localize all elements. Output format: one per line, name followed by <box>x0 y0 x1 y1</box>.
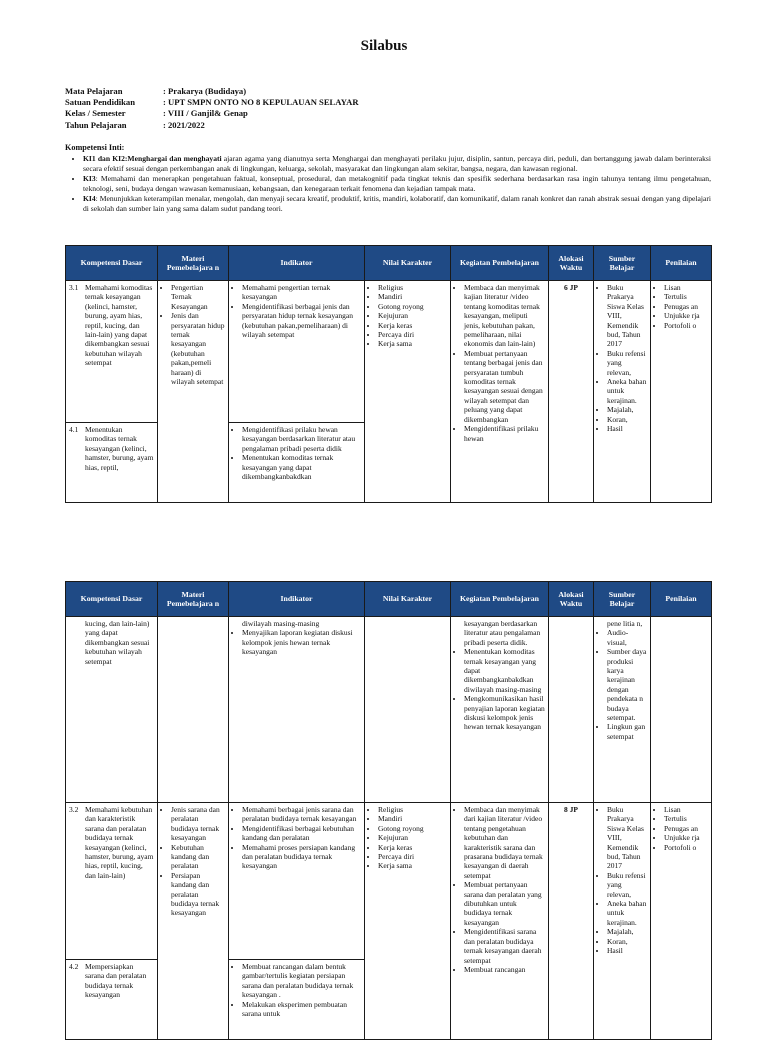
alokasi-cell <box>549 617 594 803</box>
table-row <box>66 617 712 803</box>
list-item: • Memahami pengertian ternak kesayangan <box>242 283 361 302</box>
list-item: • Membuat pertanyaan tentang berbagai jenis dan persyaratan tumbuh komoditas ternak kesayangan sesuai dengan wilayah setempat dan peluang yang dapat dikembangkan <box>464 349 545 424</box>
list-item: • Mengidentifikasi prilaku hewan kesayangan berdasarkan literatur atau pengalaman pribadi peserta didik <box>242 425 361 453</box>
list-item: • Majalah, <box>607 927 647 936</box>
list-item: • Memahami berbagai jenis sarana dan peralatan budidaya ternak kesayangan <box>242 805 361 824</box>
sumber-list <box>597 805 647 956</box>
list-item: • Tertulis <box>664 814 708 823</box>
nilai-list <box>368 283 447 349</box>
list-item: • Percaya diri <box>378 330 447 339</box>
sumber-list <box>597 283 647 434</box>
list-item: • Melakukan eksperimen pembuatan sarana untuk <box>242 1000 361 1019</box>
list-item: • Mengidentifikasi sarana dan peralatan budidaya ternak kesayangan daerah setempat <box>464 927 545 965</box>
kd-cell <box>66 281 158 423</box>
list-item: • Buku refensi yang relevan, <box>607 349 647 377</box>
kegiatan-list <box>454 805 545 974</box>
list-item: • Unjukke rja <box>664 311 708 320</box>
list-item: • Lisan <box>664 805 708 814</box>
materi-list <box>161 805 225 918</box>
nilai-list <box>368 805 447 871</box>
nilai-cell <box>365 281 451 503</box>
indikator-cell <box>229 960 365 1040</box>
meta-label: Kelas / Semester <box>65 108 126 119</box>
syllabus-table-2 <box>65 581 712 1040</box>
list-item: • Mengidentifikasi berbagai jenis dan persyaratan hidup ternak kesayangan (kebutuhan pakan,pemeliharaan) di wilayah setempat <box>242 302 361 340</box>
kd-cell <box>66 617 158 803</box>
list-item: • Aneka bahan untuk kerajinan. <box>607 377 647 405</box>
list-item: • Sumber daya produksi karya kerajinan dengan pendekata n budaya setempat. <box>607 647 647 722</box>
list-item: • Mengidentifikasi berbagai kebutuhan kandang dan peralatan <box>242 824 361 843</box>
list-item: • Menentukan komoditas ternak kesayangan yang dapat dikembangkanbakdkan diwilayah masing-masing <box>464 647 545 694</box>
list-item: • Penugas an <box>664 824 708 833</box>
header-alokasi: Alokasi Waktu <box>549 246 594 281</box>
list-item: • Membuat rancangan dalam bentuk gambar/tertulis kegiatan persiapan sarana dan peralatan budidaya ternak kesayangan . <box>242 962 361 1000</box>
header-kd: Kompetensi Dasar <box>66 582 158 617</box>
ki-item-bold: KI4 <box>83 194 96 203</box>
list-item: • Mengidentifikasi prilaku hewan <box>464 424 545 443</box>
list-item: • Koran, <box>607 937 647 946</box>
ki-item <box>83 174 711 194</box>
header-sumber: Sumber Belajar <box>594 582 651 617</box>
table-header-row <box>66 582 712 617</box>
header-kegiatan: Kegiatan Pembelajaran <box>451 582 549 617</box>
indikator-list <box>232 962 361 1018</box>
list-item: • Buku Prakarya Siswa Kelas VIII, Kemendik bud, Tahun 2017 <box>607 283 647 349</box>
list-item: • Buku refensi yang relevan, <box>607 871 647 899</box>
table-row <box>66 803 712 960</box>
header-kegiatan: Kegiatan Pembelajaran <box>451 246 549 281</box>
indikator-cell <box>229 423 365 503</box>
list-item: • Menentukan komoditas ternak kesayangan yang dapat dikembangkanbakdkan <box>242 453 361 481</box>
table-row <box>66 281 712 423</box>
meta-label: Mata Pelajaran <box>65 86 123 96</box>
list-item: • Kejujuran <box>378 833 447 842</box>
kd-number: 3.1 <box>69 283 79 292</box>
meta-label: Satuan Pendidikan <box>65 97 135 108</box>
kd-text: Memahami komoditas ternak kesayangan (kelinci, hamster, burung, ayam hias, reptil, kucing, dan lain-lain) yang dapat dikembangkan sesuai kebutuhan wilayah setempat <box>85 283 153 368</box>
materi-cell <box>158 803 229 1040</box>
meta-row <box>65 120 359 131</box>
list-item: • Kejujuran <box>378 311 447 320</box>
list-item: • Hasil <box>607 424 647 433</box>
nilai-cell <box>365 803 451 1040</box>
indikator-list <box>232 628 361 656</box>
kegiatan-list <box>454 283 545 443</box>
list-item: • Persiapan kandang dan peralatan budidaya ternak kesayangan <box>171 871 225 918</box>
meta-row <box>65 108 359 119</box>
ki-item-text: : Menunjukkan keterampilan menalar, mengolah, dan menyaji secara kreatif, produktif, kritis, mandiri, kolaboratif, dan komunikatif, dalam ranah konkret dan ranah abstrak sesuai dengan yang dipelajari di sekolah dan sumber lain yang sama dalam sudut pandang teori. <box>83 194 711 213</box>
penilaian-list <box>654 805 708 852</box>
kegiatan-cell <box>451 617 549 803</box>
kd-number: 4.2 <box>69 962 79 971</box>
penilaian-cell <box>651 617 712 803</box>
ki-item <box>83 194 711 214</box>
ki-item-text: : Memahami dan menerapkan pengetahuan faktual, konseptual, prosedural, dan metakognitif pada tingkat teknis dan spesifik sederhana berdasarkan rasa ingin tahunya tentang ilmu pengetahuan, teknologi, seni, budaya dengan wawasan kemanusiaan, kebangsaan, dan kenegaraan terkait fenomena dan kejadian tampak mata. <box>83 174 711 193</box>
indikator-cell <box>229 281 365 423</box>
sumber-cell <box>594 617 651 803</box>
meta-label: Tahun Pelajaran <box>65 119 127 130</box>
list-item: • Kerja sama <box>378 339 447 348</box>
alokasi-cell: 8 JP <box>549 803 594 1040</box>
meta-value: : VIII / Ganjil& Genap <box>163 108 248 119</box>
list-item: • Lisan <box>664 283 708 292</box>
materi-list <box>161 283 225 386</box>
list-item: • Jenis sarana dan peralatan budidaya ternak kesayangan <box>171 805 225 843</box>
header-materi: Materi Pemebelajara n <box>158 246 229 281</box>
list-item: • Pengertian Ternak Kesayangan <box>171 283 225 311</box>
nilai-cell <box>365 617 451 803</box>
header-penilaian: Penilaian <box>651 582 712 617</box>
kegiatan-cell <box>451 803 549 1040</box>
list-item: • Membaca dan menyimak dari kajian literatur /video tentang pengetahuan kebutuhan dan karakteristik sarana dan prasarana budidaya ternak kesayangan di daerah setempat <box>464 805 545 880</box>
kegiatan-list <box>454 647 545 732</box>
indikator-cont-line: diwilayah masing-masing <box>242 619 320 628</box>
header-nilai: Nilai Karakter <box>365 582 451 617</box>
sumber-cell <box>594 803 651 1040</box>
indikator-cell <box>229 803 365 960</box>
meta-value: : UPT SMPN ONTO NO 8 KEPULAUAN SELAYAR <box>163 97 359 108</box>
course-meta <box>65 86 359 131</box>
header-indikator: Indikator <box>229 582 365 617</box>
list-item: • Kerja keras <box>378 843 447 852</box>
list-item: • Aneka bahan untuk kerajinan. <box>607 899 647 927</box>
list-item: • Jenis dan persyaratan hidup ternak kesayangan (kebutuhan pakan,pemeli haraan) di wilayah setempat <box>171 311 225 386</box>
kegiatan-cell <box>451 281 549 503</box>
indikator-list <box>232 425 361 481</box>
meta-row <box>65 97 359 108</box>
penilaian-list <box>654 283 708 330</box>
kd-text: Memahami kebutuhan dan karakteristik sarana dan peralatan budidaya ternak kesayangan (kelinci, hamster, burung, ayam hias, reptil, kucing, dan lain-lain) <box>85 805 154 880</box>
indikator-list <box>232 805 361 871</box>
ki-item <box>83 154 711 174</box>
list-item: • Kerja keras <box>378 321 447 330</box>
meta-value: : Prakarya (Budidaya) <box>163 86 247 96</box>
list-item: • Buku Prakarya Siswa Kelas VIII, Kemendik bud, Tahun 2017 <box>607 805 647 871</box>
list-item: • Memahami proses persiapan kandang dan peralatan budidaya ternak kesayangan <box>242 843 361 871</box>
sumber-cont-line: pene litia n, <box>607 619 643 628</box>
indikator-cell <box>229 617 365 803</box>
alokasi-cell: 6 JP <box>549 281 594 503</box>
list-item: • Penugas an <box>664 302 708 311</box>
list-item: • Gotong royong <box>378 302 447 311</box>
indikator-list <box>232 283 361 339</box>
list-item: • Membaca dan menyimak kajian literatur /video tentang komoditas ternak kesayangan, meliputi jenis, kebutuhan pakan, pemeliharaan, nilai ekonomis dan lain-lain) <box>464 283 545 349</box>
list-item: • Majalah, <box>607 405 647 414</box>
kd-cell <box>66 960 158 1040</box>
header-penilaian: Penilaian <box>651 246 712 281</box>
kd-cell <box>66 803 158 960</box>
table-header-row <box>66 246 712 281</box>
list-item: • Lingkun gan setempat <box>607 722 647 741</box>
sumber-cell <box>594 281 651 503</box>
list-item: • Portofoli o <box>664 843 708 852</box>
meta-row <box>65 86 359 97</box>
ki-item-text: ajaran agama yang dianutnya serta Menghargai dan menghayati perilaku jujur, disiplin, santun, percaya diri, peduli, dan bertanggung jawab dalam berinteraksi secara efektif sesuai dengan perkembangan anak di lingkungan, keluarga, sekolah, masyarakat dan lingkungan alam sekitar, bangsa, negara, dan kawasan regional. <box>83 154 711 173</box>
penilaian-cell <box>651 803 712 1040</box>
kd-text: Mempersiapkan sarana dan peralatan budidaya ternak kesayangan <box>85 962 147 1000</box>
header-alokasi: Alokasi Waktu <box>549 582 594 617</box>
ki-item-bold: KI3 <box>83 174 96 183</box>
header-kd: Kompetensi Dasar <box>66 246 158 281</box>
list-item: • Kebutuhan kandang dan peralatan <box>171 843 225 871</box>
sumber-list <box>597 628 647 741</box>
materi-cell <box>158 281 229 503</box>
kd-text: Menentukan komoditas ternak kesayangan (kelinci, hamster, burung, ayam hias, reptil, <box>85 425 154 472</box>
list-item: • Menyajikan laporan kegiatan diskusi kelompok jenis hewan ternak kesayangan <box>242 628 361 656</box>
kegiatan-cont-line: kesayangan berdasarkan literatur atau pengalaman pribadi peserta didik. <box>464 619 541 647</box>
syllabus-table-1 <box>65 245 712 503</box>
ki-list <box>65 154 711 214</box>
ki-item-bold: KI1 dan KI2:Menghargai dan menghayati <box>83 154 222 163</box>
list-item: • Mandiri <box>378 292 447 301</box>
header-indikator: Indikator <box>229 246 365 281</box>
list-item: • Kerja sama <box>378 861 447 870</box>
penilaian-cell <box>651 281 712 503</box>
kd-text: kucing, dan lain-lain) yang dapat dikembangkan sesuai kebutuhan wilayah setempat <box>85 619 150 666</box>
list-item: • Koran, <box>607 415 647 424</box>
list-item: • Religius <box>378 805 447 814</box>
list-item: • Unjukke rja <box>664 833 708 842</box>
header-materi: Materi Pemebelajara n <box>158 582 229 617</box>
header-nilai: Nilai Karakter <box>365 246 451 281</box>
list-item: • Percaya diri <box>378 852 447 861</box>
list-item: • Mandiri <box>378 814 447 823</box>
kompetensi-inti <box>65 143 711 214</box>
ki-heading: Kompetensi Inti: <box>65 143 125 152</box>
kd-number: 3.2 <box>69 805 79 814</box>
list-item: • Gotong royong <box>378 824 447 833</box>
list-item: • Mengkomunikasikan hasil penyajian laporan kegiatan diskusi kelompok jenis hewan ternak kesayangan <box>464 694 545 732</box>
list-item: • Portofoli o <box>664 321 708 330</box>
list-item: • Hasil <box>607 946 647 955</box>
list-item: • Membuat pertanyaan sarana dan peralatan yang dibutuhkan untuk budidaya ternak kesayangan <box>464 880 545 927</box>
header-sumber: Sumber Belajar <box>594 246 651 281</box>
list-item: • Membuat rancangan <box>464 965 545 974</box>
kd-number: 4.1 <box>69 425 79 434</box>
list-item: • Audio-visual, <box>607 628 647 647</box>
meta-value: : 2021/2022 <box>163 119 205 130</box>
materi-cell <box>158 617 229 803</box>
list-item: • Religius <box>378 283 447 292</box>
list-item: • Tertulis <box>664 292 708 301</box>
page-title: Silabus <box>360 38 408 54</box>
kd-cell <box>66 423 158 503</box>
